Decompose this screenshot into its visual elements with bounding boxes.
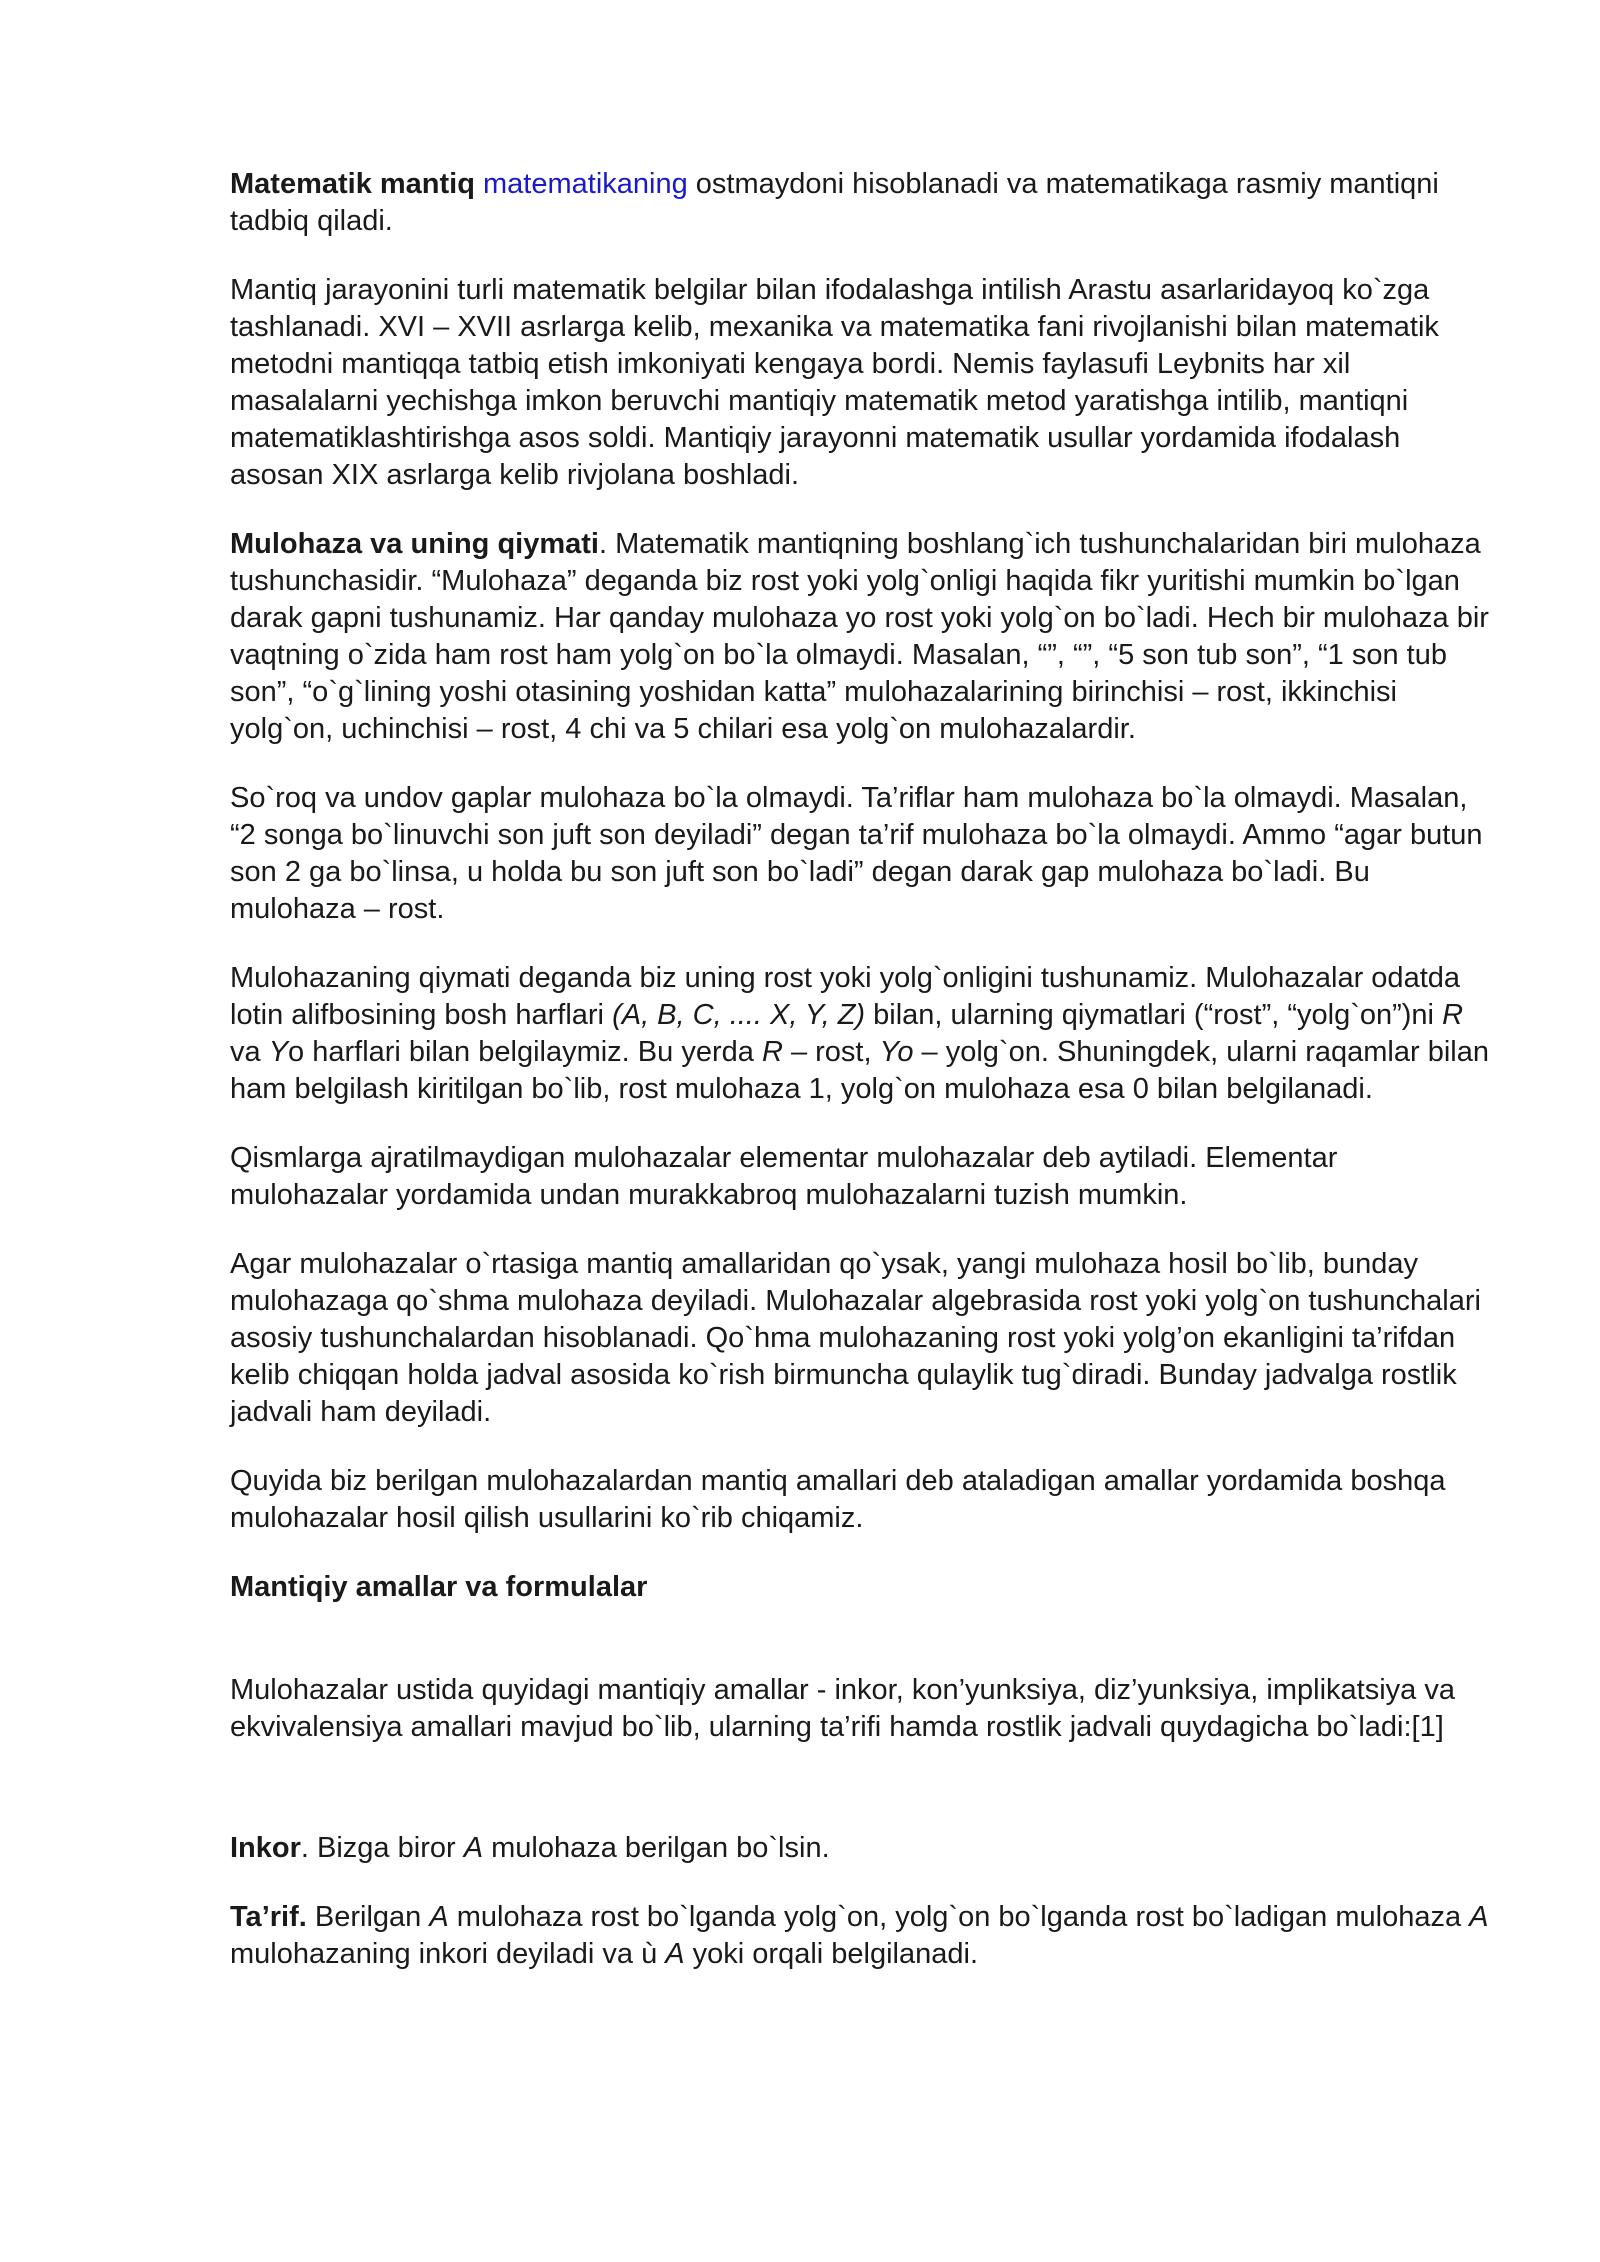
qiymat-text-3: va xyxy=(230,1036,269,1068)
qiymat-paragraph xyxy=(230,960,1500,1108)
tarif-text-4: yoki orqali belgilanadi. xyxy=(684,1938,979,1970)
section-heading-text: Mantiqiy amallar va formulalar xyxy=(230,1571,648,1603)
history-paragraph: Mantiq jarayonini turli matematik belgilar bilan ifodalashga intilish Arastu asarlaridayoq ko`zga tashlanadi. XVI – XVII asrlarga kelib, mexanika va matematika fani rivojlanishi bilan matematik metodni mantiqqa tatbiq etish imkoniyati kengaya bordi. Nemis faylasufi Leybnits har xil masalalarni yechishga imkon beruvchi mantiqiy matematik metod yaratishga intilib, mantiqni matematiklashtirishga asos soldi. Mantiqiy jarayonni matematik usullar yordamida ifodalash asosan XIX asrlarga kelib rivjolana boshladi. xyxy=(230,274,1439,491)
term-tarif: Ta’rif. xyxy=(230,1901,307,1933)
inkor-paragraph xyxy=(230,1830,1500,1867)
inkor-text-2: mulohaza berilgan bo`lsin. xyxy=(483,1832,830,1864)
symbol-a-1: A xyxy=(429,1901,449,1933)
elementar-paragraph: Qismlarga ajratilmaydigan mulohazalar elementar mulohazalar deb aytiladi. Elementar mulohazalar yordamida undan murakkabroq mulohazalarni tuzish mumkin. xyxy=(230,1142,1338,1211)
mulohaza-paragraph xyxy=(230,526,1500,748)
term-mulohaza-qiymati: Mulohaza va uning qiymati xyxy=(230,528,599,560)
tarif-text-1: Berilgan xyxy=(306,1901,430,1933)
letters-italic: (A, B, C, .... X, Y, Z) xyxy=(612,999,866,1031)
tarif-paragraph xyxy=(230,1899,1500,1973)
symbol-a: A xyxy=(463,1832,484,1864)
inkor-text-1: . Bizga biror xyxy=(300,1832,464,1864)
intro-paragraph xyxy=(230,166,1500,240)
symbol-r-2: R xyxy=(761,1036,783,1068)
amallar-paragraph: Mulohazalar ustida quyidagi mantiqiy amallar - inkor, kon’yunksiya, diz’yunksiya, implikatsiya va ekvivalensiya amallari mavjud bo`lib, ularning ta’rifi hamda rostlik jadvali quydagicha bo`ladi:[1] xyxy=(230,1674,1455,1743)
qiymat-text-2: bilan, ularning qiymatlari (“rost”, “yolg`on”)ni xyxy=(865,999,1443,1031)
section-heading xyxy=(230,1569,1500,1606)
mulohaza-text: . Matematik mantiqning boshlang`ich tushunchalaridan biri mulohaza tushunchasidir. “Mulohaza” deganda biz rost yoki yolg`onligi haqida fikr yuritishi mumkin bo`lgan darak gapni tushunamiz. Har qanday mulohaza yo rost yoki yolg`on bo`ladi. Hech bir mulohaza bir vaqtning o`zida ham rost ham yolg`on bo`la olmaydi. Masalan, “”, “”, “5 son tub son”, “1 son tub son”, “o`g`lining yoshi otasining yoshidan katta” mulohazalarining birinchisi – rost, ikkinchisi yolg`on, uchinchisi – rost, 4 chi va 5 chilari esa yolg`on mulohazalardir. xyxy=(230,528,1489,745)
qiymat-text-1: Mulohazaning qiymati deganda biz uning rost yoki yolg`onligini tushunamiz. Mulohazalar odatda lotin alifbosining bosh harflari xyxy=(230,962,1461,1031)
symbol-r: R xyxy=(1442,999,1464,1031)
symbol-yo: Yo xyxy=(879,1036,914,1068)
matematikaning-link[interactable]: matematikaning xyxy=(483,168,688,200)
qiymat-text-4: o harflari bilan belgilaymiz. Bu yerda xyxy=(288,1036,762,1068)
qiymat-text-5: – rost, xyxy=(782,1036,880,1068)
soroq-paragraph: So`roq va undov gaplar mulohaza bo`la olmaydi. Ta’riflar ham mulohaza bo`la olmaydi. Masalan, “2 songa bo`linuvchi son juft son deyiladi” degan ta’rif mulohaza bo`la olmaydi. Ammo “agar butun son 2 ga bo`linsa, u holda bu son juft son bo`ladi” degan darak gap mulohaza bo`ladi. Bu mulohaza – rost. xyxy=(230,782,1483,925)
term-matematik-mantiq: Matematik mantiq xyxy=(230,168,475,200)
tarif-text-3: mulohazaning inkori deyiladi va ù xyxy=(230,1938,666,1970)
document-page xyxy=(230,166,1500,2005)
symbol-a-2: A xyxy=(1469,1901,1489,1933)
qiymat-text-6: – yolg`on. Shuningdek, ularni raqamlar bilan ham belgilash kiritilgan bo`lib, rost mulohaza 1, yolg`on mulohaza esa 0 bilan belgilanadi. xyxy=(230,1036,1489,1105)
symbol-y: Y xyxy=(268,1036,289,1068)
symbol-a-3: A xyxy=(665,1938,685,1970)
tarif-text-2: mulohaza rost bo`lganda yolg`on, yolg`on bo`lganda rost bo`ladigan mulohaza xyxy=(448,1901,1470,1933)
term-inkor: Inkor xyxy=(230,1832,301,1864)
intro-text: ostmaydoni hisoblanadi va matematikaga rasmiy mantiqni tadbiq qiladi. xyxy=(230,168,1439,237)
quyida-paragraph: Quyida biz berilgan mulohazalardan mantiq amallari deb ataladigan amallar yordamida boshqa mulohazalar hosil qilish usullarini ko`rib chiqamiz. xyxy=(230,1465,1446,1534)
qoshma-paragraph: Agar mulohazalar o`rtasiga mantiq amallaridan qo`ysak, yangi mulohaza hosil bo`lib, bunday mulohazaga qo`shma mulohaza deyiladi. Mulohazalar algebrasida rost yoki yolg`on tushunchalari asosiy tushunchalardan hisoblanadi. Qo`hma mulohazaning rost yoki yolg’on ekanligini ta’rifdan kelib chiqqan holda jadval asosida ko`rish birmuncha qulaylik tug`diradi. Bunday jadvalga rostlik jadvali ham deyiladi. xyxy=(230,1248,1481,1428)
